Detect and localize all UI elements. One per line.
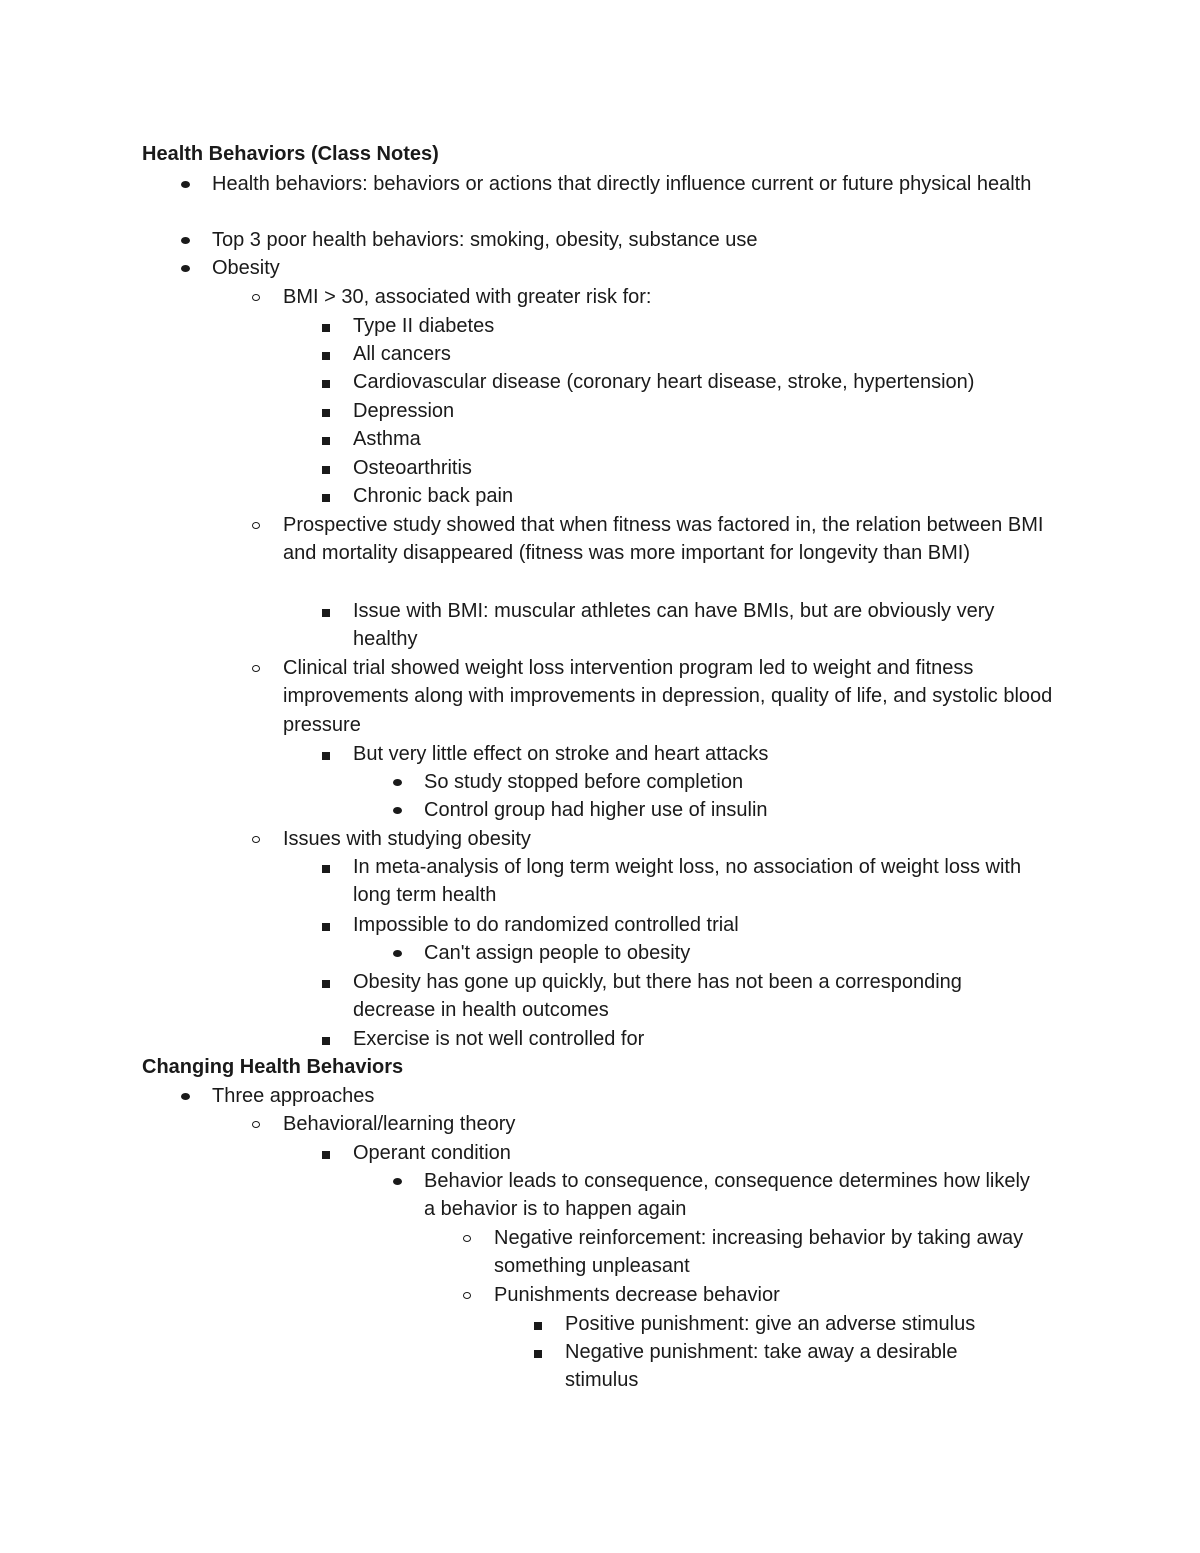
filled-dot-bullet-icon [388,939,408,967]
square-bullet-icon [317,454,337,482]
square-bullet-icon [317,1139,337,1167]
square-bullet-icon [317,1025,337,1053]
square-bullet-icon [317,482,337,510]
list-item: Operant condition [353,1139,1173,1167]
list-item: Negative punishment: take away a desirable stimulus [565,1338,1005,1395]
list-item: Obesity has gone up quickly, but there has not been a corresponding decrease in health outcomes [353,968,1043,1025]
list-item: Issue with BMI: muscular athletes can have BMIs, but are obviously very healthy [353,597,1063,654]
filled-dot-bullet-icon [176,226,196,254]
list-item: Clinical trial showed weight loss intervention program led to weight and fitness improvements along with improvements in depression, quality of life, and systolic blood pressure [283,654,1073,739]
list-item: Chronic back pain [353,482,1173,510]
list-item: Osteoarthritis [353,454,1173,482]
list-item: Three approaches [212,1082,1032,1110]
filled-dot-bullet-icon [388,768,408,796]
list-item: Obesity [212,254,1032,282]
hollow-circle-bullet-icon [247,511,267,539]
hollow-circle-bullet-icon [458,1281,478,1309]
list-item: Health behaviors: behaviors or actions that directly influence current or future physical health [212,170,1062,198]
square-bullet-icon [317,312,337,340]
list-item: Type II diabetes [353,312,1173,340]
square-bullet-icon [317,968,337,996]
filled-dot-bullet-icon [388,1167,408,1195]
section-title-health-behaviors: Health Behaviors (Class Notes) [142,143,439,165]
list-item: Exercise is not well controlled for [353,1025,1173,1053]
filled-dot-bullet-icon [176,1082,196,1110]
square-bullet-icon [317,397,337,425]
list-item: Control group had higher use of insulin [424,796,1064,824]
list-item: Can't assign people to obesity [424,939,1064,967]
list-item: Top 3 poor health behaviors: smoking, obesity, substance use [212,226,1032,254]
list-item: So study stopped before completion [424,768,1064,796]
list-item: BMI > 30, associated with greater risk for: [283,283,1103,311]
list-item: Issues with studying obesity [283,825,1103,853]
list-item: In meta-analysis of long term weight loss, no association of weight loss with long term health [353,853,1053,910]
filled-dot-bullet-icon [176,170,196,198]
list-item: But very little effect on stroke and heart attacks [353,740,1173,768]
square-bullet-icon [317,340,337,368]
list-item: Depression [353,397,1173,425]
filled-dot-bullet-icon [388,796,408,824]
square-bullet-icon [529,1310,549,1338]
list-item: Prospective study showed that when fitness was factored in, the relation between BMI and mortality disappeared (fitness was more important for longevity than BMI) [283,511,1073,568]
hollow-circle-bullet-icon [247,654,267,682]
square-bullet-icon [317,740,337,768]
list-item: Asthma [353,425,1173,453]
filled-dot-bullet-icon [176,254,196,282]
square-bullet-icon [317,911,337,939]
list-item: All cancers [353,340,1173,368]
list-item: Cardiovascular disease (coronary heart disease, stroke, hypertension) [353,368,1173,396]
list-item: Punishments decrease behavior [494,1281,1024,1309]
list-item: Behavioral/learning theory [283,1110,1103,1138]
hollow-circle-bullet-icon [247,283,267,311]
square-bullet-icon [317,597,337,625]
hollow-circle-bullet-icon [458,1224,478,1252]
hollow-circle-bullet-icon [247,825,267,853]
square-bullet-icon [317,425,337,453]
section-title-changing-health-behaviors: Changing Health Behaviors [142,1056,404,1078]
square-bullet-icon [317,853,337,881]
list-item: Positive punishment: give an adverse stimulus [565,1310,1035,1338]
list-item: Behavior leads to consequence, consequence determines how likely a behavior is to happen again [424,1167,1044,1224]
list-item: Impossible to do randomized controlled trial [353,911,1173,939]
list-item: Negative reinforcement: increasing behavior by taking away something unpleasant [494,1224,1024,1281]
square-bullet-icon [529,1338,549,1366]
square-bullet-icon [317,368,337,396]
hollow-circle-bullet-icon [247,1110,267,1138]
